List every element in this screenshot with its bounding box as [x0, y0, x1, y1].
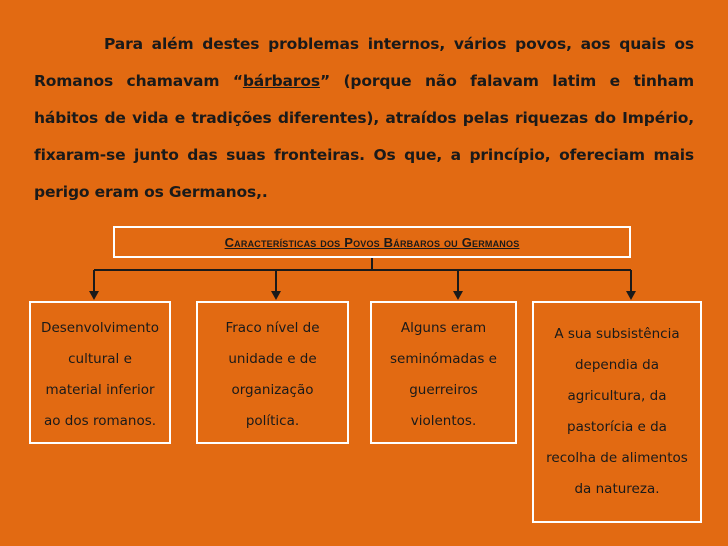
paragraph-text-2: ” (porque não falavam latim e tinham hábitos de vida e tradições diferentes), atraídos pelas riquezas do Império, fixaram-se junto das suas fronteiras. Os que, a princípio, ofereciam mais perigo eram os Germanos,.: [34, 72, 695, 201]
box4-line: recolha de alimentos: [546, 450, 688, 466]
arrow-3: [453, 270, 463, 300]
box2-line: Fraco nível de: [225, 320, 320, 336]
box1-line: Desenvolvimento: [41, 320, 159, 336]
box-political-unity: [196, 301, 349, 444]
box4-line: da natureza.: [574, 481, 660, 497]
box-cultural-development: [29, 301, 171, 444]
box3-line: seminómadas e: [390, 351, 497, 367]
box4-line: pastorícia e da: [567, 419, 667, 435]
box-seminomads: [370, 301, 517, 444]
box-subsistence: [532, 301, 702, 523]
box1-line: cultural e: [68, 351, 132, 367]
arrow-2: [271, 270, 281, 300]
box3-line: Alguns eram: [400, 320, 487, 336]
box3-line: violentos.: [410, 413, 477, 429]
box2-line: unidade e de: [228, 351, 317, 367]
box4-line: agricultura, da: [567, 388, 667, 404]
box1-line: material inferior: [45, 382, 155, 398]
box4-line: A sua subsistência: [554, 326, 680, 342]
paragraph-text-1: Para além destes problemas internos, vários povos, aos quais os Romanos chamavam “: [34, 35, 694, 90]
barbaros-underlined: bárbaros: [242, 72, 320, 90]
diagram-title: Características dos Povos Bárbaros ou Germanos: [224, 234, 520, 250]
arrow-4: [626, 270, 636, 300]
box2-line: organização: [231, 382, 314, 398]
box3-line: guerreiros: [409, 382, 478, 398]
box2-line: política.: [245, 413, 300, 429]
arrow-1: [89, 270, 99, 300]
box4-line: dependia da: [574, 357, 660, 373]
box1-line: ao dos romanos.: [43, 413, 157, 429]
